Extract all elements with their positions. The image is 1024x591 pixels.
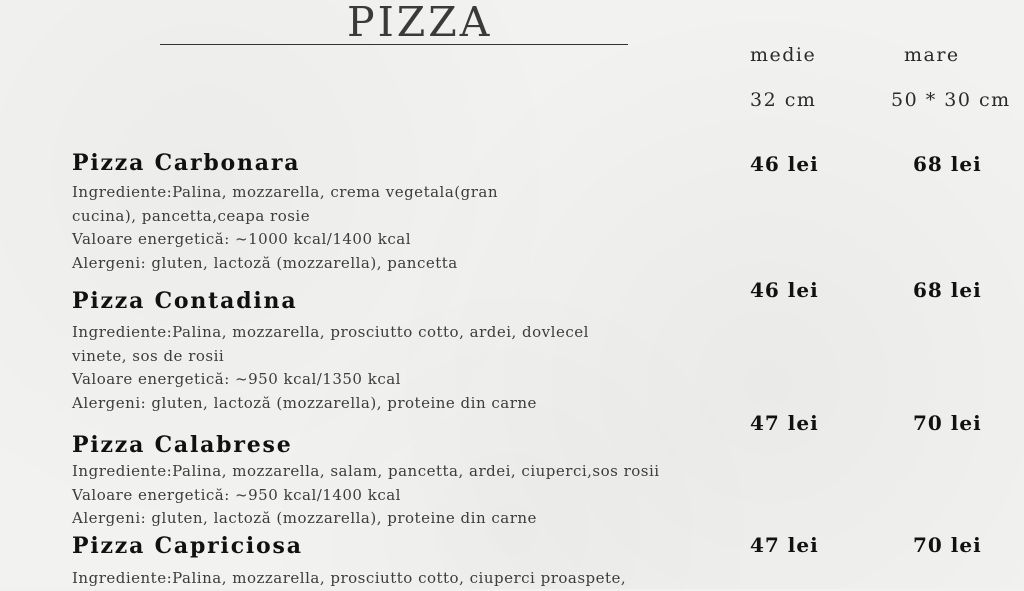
large-size-dimension: 50 * 30 cm (891, 89, 1011, 111)
price-large-carbonara: 68 lei (913, 152, 982, 176)
medium-size-label: medie (750, 44, 817, 66)
ingredients-line: Ingrediente:Palina, mozzarella, prosciutto cotto, ciuperci proaspete, (72, 569, 627, 587)
ingredients-line: Ingrediente:Palina, mozzarella, crema vegetala(gran (72, 183, 499, 201)
price-medium-calabrese: 47 lei (750, 411, 819, 435)
allergens: Alergeni: gluten, lactoză (mozzarella), proteine din carne (72, 393, 537, 412)
ingredients-line-continued: vinete, sos de rosii (72, 346, 225, 365)
energy-value: Valoare energetică: ~1000 kcal/1400 kcal (72, 230, 412, 248)
allergens: Alergeni: gluten, lactoză (mozzarella), pancetta (72, 253, 458, 272)
large-size-label: mare (904, 44, 960, 66)
price-medium-capriciosa: 47 lei (750, 533, 819, 557)
medium-size-dimension: 32 cm (750, 89, 817, 111)
menu-item-description-capriciosa (72, 567, 626, 591)
menu-item-description-carbonara (72, 181, 498, 275)
price-medium-contadina: 46 lei (750, 278, 819, 302)
menu-item-name-capriciosa: Pizza Capriciosa (72, 533, 303, 559)
menu-item-description-calabrese (72, 460, 660, 531)
ingredients-line: Ingrediente:Palina, mozzarella, prosciutto cotto, ardei, dovlecel (72, 323, 589, 341)
menu-item-name-calabrese: Pizza Calabrese (72, 432, 293, 458)
title-underline (160, 44, 628, 45)
price-medium-carbonara: 46 lei (750, 152, 819, 176)
energy-value: Valoare energetică: ~950 kcal/1350 kcal (72, 370, 401, 388)
menu-item-name-contadina: Pizza Contadina (72, 288, 298, 314)
price-large-contadina: 68 lei (913, 278, 982, 302)
allergens: Alergeni: gluten, lactoză (mozzarella), proteine din carne (72, 509, 537, 527)
menu-item-description-contadina (72, 321, 589, 415)
menu-item-name-carbonara: Pizza Carbonara (72, 150, 301, 176)
section-title: PIZZA (347, 0, 493, 46)
ingredients-line: Ingrediente:Palina, mozzarella, salam, pancetta, ardei, ciuperci,sos rosii (72, 462, 660, 480)
energy-value: Valoare energetică: ~950 kcal/1400 kcal (72, 485, 401, 504)
price-large-calabrese: 70 lei (913, 411, 982, 435)
price-large-capriciosa: 70 lei (913, 533, 982, 557)
ingredients-line-continued: cucina), pancetta,ceapa rosie (72, 206, 311, 225)
